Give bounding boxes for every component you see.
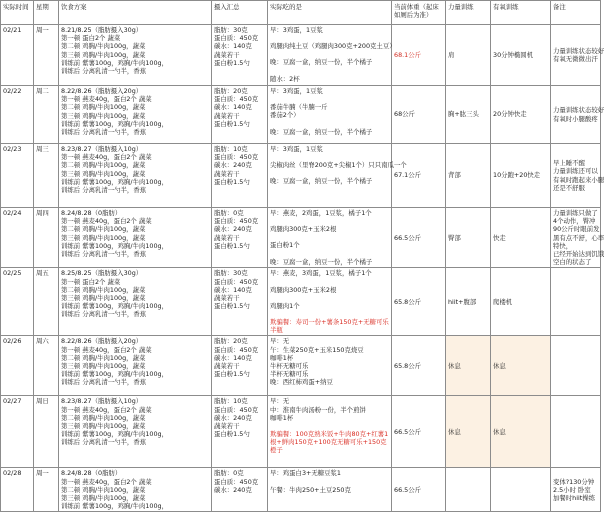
- cell-line: 蛋白质：450克: [214, 345, 259, 354]
- cell-line: 蔬菜若干: [214, 422, 240, 431]
- cell-line: 特快，: [553, 241, 573, 250]
- plan-cell[interactable]: [59, 268, 212, 336]
- cell-line: 蔬菜若干: [214, 111, 240, 120]
- cell-line: [270, 478, 389, 486]
- cell-text: 背部: [448, 171, 461, 180]
- cell-line: 8.23/8.27（脂肪摄入10g）: [61, 397, 143, 406]
- cell-line: 蛋白质：450克: [214, 277, 259, 286]
- header-date: 实际时间: [1, 1, 34, 25]
- cell-line: 蛋白粉1.5勺: [214, 241, 250, 250]
- cell-line: 第三顿 鸡胸/牛肉100g，蔬菜: [61, 50, 146, 59]
- cell-line: 有氧无微微出汗: [553, 55, 598, 63]
- plan-cell[interactable]: [59, 336, 212, 396]
- cell-line: 第三顿 鸡胸/牛肉100g，蔬菜: [61, 362, 146, 371]
- header-day: 星期: [34, 1, 59, 25]
- cell-line: 脂肪：20克: [214, 337, 248, 346]
- cell-line: 晚：豆腐一盒，纳豆一份，半个橘子: [270, 58, 373, 67]
- cell-line: 早上睡不醒: [553, 159, 585, 168]
- date-cell[interactable]: [1, 144, 34, 208]
- intake-cell[interactable]: [212, 396, 268, 468]
- intake-cell[interactable]: [212, 336, 268, 396]
- cell-line: [270, 250, 389, 258]
- strength-cell[interactable]: [446, 144, 491, 208]
- cell-line: 早：3鸡蛋，1豆浆: [270, 26, 323, 34]
- day-cell[interactable]: [34, 396, 59, 468]
- table-row: [1, 208, 601, 268]
- intake-cell[interactable]: [212, 86, 268, 144]
- cell-line: 第三顿 鸡胸/牛肉100g，蔬菜: [61, 233, 146, 242]
- cell-line: 第二顿 鸡胸/牛肉100g，蔬菜: [61, 413, 146, 422]
- cell-line: 8.22/8.26（脂肪摄入20g）: [61, 87, 143, 95]
- cell-line: 2.5小时 卧室: [553, 485, 591, 494]
- cell-text: 65.8公斤: [394, 361, 422, 370]
- header-intake: 摄入汇总: [212, 1, 268, 25]
- cardio-cell[interactable]: [491, 86, 551, 144]
- cell-line: 第一顿 燕麦40g，蛋白2个 蔬菜: [61, 217, 152, 226]
- cell-line: [270, 67, 389, 75]
- cell-line: 脂肪：20克: [214, 87, 248, 95]
- cell-line: 8.25/8.25（脂肪摄入30g）: [61, 269, 143, 278]
- cell-line: 蛋白质：450克: [214, 34, 259, 43]
- plan-cell[interactable]: [59, 468, 212, 512]
- cardio-cell[interactable]: [491, 396, 551, 468]
- cell-line: 有氧时跑起来小腿: [553, 175, 604, 184]
- cell-line: 第二顿 鸡胸/牛肉100g，蔬菜: [61, 353, 146, 362]
- cell-line: 早：燕麦，3鸡蛋，1豆浆，橘子1个: [270, 269, 372, 278]
- cell-text: 02/21: [3, 26, 22, 34]
- cell-line: 蛋白粉1.5勺: [214, 430, 250, 439]
- cell-line: 空白的状态了: [553, 258, 592, 267]
- cell-text: 02/25: [3, 269, 22, 278]
- table-row: [1, 144, 601, 208]
- cell-line: 训练前 紫薯100g，鸡胸/牛肉100g，: [61, 502, 168, 511]
- header-row: [1, 1, 601, 25]
- cell-text: 02/22: [3, 87, 22, 95]
- cell-line: 鸡腿肉1个: [270, 301, 300, 310]
- cell-line: 训练前 紫薯100g，鸡胸/牛肉100g，: [61, 370, 168, 379]
- cell-line: [270, 294, 389, 302]
- cell-line: 蔬菜若干: [214, 233, 240, 242]
- cell-line: 训练前 紫薯100g，鸡胸/牛肉100g，: [61, 302, 168, 311]
- cell-text: 休息: [448, 427, 461, 436]
- cell-line: 脂肪：30克: [214, 269, 248, 278]
- cell-line: 90公斤时眼前发: [553, 225, 600, 234]
- cell-line: 早：鸡蛋白3+无糖豆浆1: [270, 469, 342, 478]
- cell-line: 第一顿 蛋白2个 蔬菜: [61, 34, 121, 43]
- cell-text: 周四: [36, 209, 49, 217]
- cell-text: 65.8公斤: [394, 297, 422, 306]
- cell-line: 训练后 分离乳清一勺半，香蕉: [61, 67, 147, 76]
- cell-line: 脂肪：0克: [214, 209, 244, 217]
- notes-cell[interactable]: [551, 336, 601, 396]
- actual-cell[interactable]: [268, 25, 396, 86]
- day-cell[interactable]: [34, 86, 59, 144]
- cell-line: 晚：豆腐一盒，纳豆一份，半个橘子: [270, 127, 373, 136]
- intake-cell[interactable]: [212, 268, 268, 336]
- cell-line: 蛋白粉1.5勺: [214, 58, 250, 67]
- cell-line: 第二顿 鸡胸/牛肉100g，蔬菜: [61, 42, 146, 51]
- table-row: [1, 268, 601, 336]
- cell-line: 训练前 紫薯100g，鸡胸/牛肉100g，: [61, 430, 168, 439]
- actual-cell[interactable]: [268, 468, 392, 512]
- strength-cell[interactable]: [446, 336, 491, 396]
- cell-text: hiit+腹部: [448, 297, 477, 306]
- cell-line: 蛋白粉1.5勺: [214, 302, 250, 311]
- cell-line: 晚：豆腐一盒，纳豆一份，半个橘子: [270, 177, 373, 186]
- cell-text: 02/27: [3, 397, 22, 406]
- cell-line: 碳水：140克: [214, 103, 252, 112]
- cell-text: 爬楼机: [493, 297, 513, 306]
- intake-cell[interactable]: [212, 25, 268, 86]
- cell-line: 训练后 分离乳清一勺半，香蕉: [61, 250, 147, 259]
- cell-line: 力量训练还可以: [553, 167, 598, 176]
- cell-line: 加餐时hiit操练: [553, 494, 596, 503]
- cell-line: 蛋白质：450克: [214, 405, 259, 414]
- actual-cell[interactable]: [268, 208, 392, 268]
- cell-line: 第二顿 鸡胸/牛肉100g，蔬菜: [61, 103, 146, 112]
- cell-line: 变体?130分钟: [553, 477, 595, 486]
- cell-text: 68.1公斤: [394, 50, 422, 59]
- cell-line: 蔬菜若干: [214, 169, 240, 178]
- cell-text: 66.5公斤: [394, 485, 422, 494]
- cell-line: 番茄2个）: [270, 111, 300, 120]
- cell-line: 蔬菜若干: [214, 362, 240, 371]
- cell-line: 脂肪：0克: [214, 469, 244, 478]
- notes-cell[interactable]: [551, 86, 604, 144]
- cell-line: 第二顿 鸡胸/牛肉100g，蔬菜: [61, 225, 146, 234]
- cell-line: 第三顿 鸡胸/牛肉100g，蔬菜: [61, 169, 146, 178]
- cell-text: 66.5公斤: [394, 233, 422, 242]
- cell-line: 第二顿 鸡胸/牛肉100g，蔬菜: [61, 161, 146, 170]
- cell-line: 训练前 紫薯100g，鸡胸/牛肉100g，: [61, 177, 168, 186]
- cardio-cell[interactable]: [491, 25, 551, 86]
- actual-cell[interactable]: [268, 268, 392, 336]
- table-row: [1, 468, 601, 512]
- cell-line: 训练后 分离乳清一勺半，香蕉: [61, 378, 147, 387]
- intake-cell[interactable]: [212, 144, 268, 208]
- cell-line: 晚：豆腐一盒，纳豆一份，半个橘子: [270, 257, 373, 266]
- strength-cell[interactable]: [446, 208, 491, 268]
- cell-line: 蛋白粉1个: [270, 241, 300, 250]
- cell-text: 周六: [36, 337, 49, 346]
- table-row: [1, 336, 601, 396]
- cell-line: 力量训练只做了: [553, 209, 598, 217]
- weight-cell[interactable]: [392, 208, 446, 268]
- cell-line: 牛杯无糖可乐: [270, 362, 309, 371]
- cell-line: 4个动作，臀冲: [553, 217, 596, 226]
- cell-line: 蛋白质：450克: [214, 477, 259, 486]
- notes-cell[interactable]: [551, 208, 604, 268]
- strength-cell[interactable]: [446, 396, 491, 468]
- cell-line: 第一顿 燕麦40g，蛋白2个 蔬菜: [61, 405, 152, 414]
- cell-line: 第一顿 蛋白2个 蔬菜: [61, 277, 121, 286]
- cell-line: 碳水：240克: [214, 225, 252, 234]
- cell-line: 第二顿 鸡胸/牛肉100g，蔬菜: [61, 285, 146, 294]
- cell-line: 8.21/8.25（脂肪摄入30g）: [61, 26, 143, 34]
- cell-line: 蔬菜若干: [214, 50, 240, 59]
- cell-line: 脂肪：10克: [214, 145, 248, 153]
- weight-cell[interactable]: [392, 336, 446, 396]
- actual-cell[interactable]: [268, 144, 407, 208]
- cell-line: 咖啡1杯: [270, 353, 294, 362]
- header-plan: 饮食方案: [59, 1, 212, 25]
- cell-line: 第三顿 鸡胸/牛肉100g，蔬菜: [61, 111, 146, 120]
- cell-text: 30分钟椭圆机: [493, 50, 534, 59]
- cell-line: 早：燕麦，2鸡蛋，1豆浆，橘子1个: [270, 209, 372, 217]
- cell-line: 已经开始达到饥饿: [553, 250, 604, 259]
- cell-line: [270, 120, 389, 128]
- cardio-cell[interactable]: [491, 336, 551, 396]
- cell-line: 第三顿 鸡胸/牛肉100g，蔬菜: [61, 494, 146, 503]
- date-cell[interactable]: [1, 468, 34, 512]
- cell-line: 蛋白粉1.5勺: [214, 370, 250, 379]
- actual-cell[interactable]: [268, 336, 392, 396]
- cell-text: 68公斤: [394, 110, 415, 119]
- cell-line: 力量训练状态较好: [553, 106, 604, 115]
- weight-cell[interactable]: [392, 25, 446, 86]
- cell-line: 8.22/8.26（脂肪摄入20g）: [61, 337, 143, 346]
- cell-line: 训练后 分离乳清一勺半，香蕉: [61, 438, 147, 447]
- cardio-cell[interactable]: [491, 208, 551, 268]
- cell-line: 碳水：240克: [214, 413, 252, 422]
- day-cell[interactable]: [34, 336, 59, 396]
- header-cardio: 有氧训练: [491, 1, 551, 25]
- cell-line: 8.23/8.27（脂肪摄入10g）: [61, 145, 143, 153]
- spacer: [270, 310, 389, 318]
- actual-cell[interactable]: [268, 86, 392, 144]
- table-row: [1, 86, 601, 144]
- header-actual: 实际吃的是: [268, 1, 392, 25]
- cell-line: 鸡腿肉纯土豆（鸡腿肉300克+200克土豆）: [270, 42, 396, 51]
- cell-line: 训练前 紫薯100g，鸡胸/牛肉100g，: [61, 241, 168, 250]
- cell-line: 午：生菜250克+玉米150克烧豆: [270, 345, 364, 354]
- spacer: [270, 422, 389, 430]
- cell-line: 碳水：240克: [214, 161, 252, 170]
- date-cell[interactable]: [1, 336, 34, 396]
- cell-line: [270, 217, 389, 225]
- weight-cell[interactable]: [392, 86, 446, 144]
- strength-cell[interactable]: [446, 468, 491, 512]
- cell-line: 训练后 分离乳清一勺半，香蕉: [61, 310, 147, 319]
- cell-line: 脂肪：10克: [214, 397, 248, 406]
- cell-line: 早：3鸡蛋，1豆浆: [270, 87, 323, 95]
- cell-line: 第一顿 燕麦40g，蛋白2个 蔬菜: [61, 153, 152, 162]
- intake-cell[interactable]: [212, 208, 268, 268]
- cell-line: 第三顿 鸡胸/牛肉100g，蔬菜: [61, 422, 146, 431]
- weight-cell[interactable]: [392, 468, 446, 512]
- cell-line: 番茄牛腩（牛腩一斤: [270, 103, 328, 112]
- cheat-meal-text: 欺骗餐：寿司一份+薯条150克+无糖可乐半瓶: [270, 318, 389, 335]
- cell-line: 蛋白粉1.5勺: [214, 119, 250, 128]
- cell-line: [270, 153, 389, 161]
- cell-line: 半杯无糖可乐: [270, 370, 309, 379]
- cell-text: 周一: [36, 26, 49, 34]
- cardio-cell[interactable]: [491, 468, 551, 512]
- cardio-cell[interactable]: [491, 144, 551, 208]
- cell-text: 02/24: [3, 209, 22, 217]
- cell-line: 碳水：140克: [214, 353, 252, 362]
- cell-line: 训练后 分离乳清一勺半，香蕉: [61, 186, 147, 195]
- cell-line: 有氧时小腿酸疼: [553, 114, 598, 123]
- cell-line: 第二顿 鸡胸/牛肉100g，蔬菜: [61, 485, 146, 494]
- plan-cell[interactable]: [59, 144, 212, 208]
- cell-text: 周一: [36, 469, 49, 478]
- cell-line: 第一顿 燕麦40g，蛋白2个 蔬菜: [61, 477, 152, 486]
- notes-cell[interactable]: [551, 144, 604, 208]
- date-cell[interactable]: [1, 396, 34, 468]
- cell-line: 第一顿 燕麦40g，蛋白2个 蔬菜: [61, 95, 152, 104]
- cell-line: 中：淮南牛肉汤粉一份，半个煎饼: [270, 405, 366, 414]
- date-cell[interactable]: [1, 25, 34, 86]
- cell-line: 碳水：140克: [214, 285, 252, 294]
- header-weight: 当前体重（起床如厕后为准）: [392, 1, 446, 25]
- cell-line: 蛋白质：450克: [214, 217, 259, 226]
- cell-text: 02/26: [3, 337, 22, 346]
- cell-text: 休息: [493, 427, 506, 436]
- cell-line: 蔬菜若干: [214, 294, 240, 303]
- cell-line: 蛋白粉1.5勺: [214, 177, 250, 186]
- cell-text: 肩: [448, 50, 455, 59]
- weight-cell[interactable]: [392, 268, 446, 336]
- strength-cell[interactable]: [446, 86, 491, 144]
- cell-text: 67.1公斤: [394, 171, 422, 180]
- cell-text: 66.5公斤: [394, 427, 422, 436]
- strength-cell[interactable]: [446, 268, 491, 336]
- date-cell[interactable]: [1, 208, 34, 268]
- cheat-meal-text: 欺骗餐：100克熟米饭+牛肉80克+红薯1根+鲜肉150克+100克无糖可乐+150克橙子: [270, 430, 389, 455]
- cell-line: 碳水：140克: [214, 42, 252, 51]
- day-cell[interactable]: [34, 468, 59, 512]
- cell-text: 臀部: [448, 233, 461, 242]
- plan-cell[interactable]: [59, 208, 212, 268]
- notes-cell[interactable]: [551, 25, 604, 86]
- cell-line: 第一顿 燕麦40g，蛋白2个 蔬菜: [61, 345, 152, 354]
- cell-line: 训练前 紫薯100g，鸡胸/牛肉100g，: [61, 119, 168, 128]
- cell-text: 休息: [448, 361, 461, 370]
- plan-cell[interactable]: [59, 86, 212, 144]
- cell-text: 20分钟快走: [493, 110, 527, 119]
- day-cell[interactable]: [34, 144, 59, 208]
- date-cell[interactable]: [1, 86, 34, 144]
- cell-line: 晚：西红柿鸡蛋+纳豆: [270, 378, 333, 387]
- cell-line: 午餐：牛肉250+土豆250克: [270, 485, 351, 494]
- day-cell[interactable]: [34, 25, 59, 86]
- cell-line: 早：3鸡蛋，1豆浆: [270, 145, 323, 153]
- cell-line: 训练后 分离乳清一勺半，香蕉: [61, 128, 147, 137]
- cell-line: 第三顿 鸡胸/牛肉100g，蔬菜: [61, 294, 146, 303]
- cell-line: [270, 95, 389, 103]
- cell-text: 周五: [36, 269, 49, 278]
- notes-cell[interactable]: [551, 468, 601, 512]
- cell-line: 黑有点不舒，心率: [553, 233, 604, 242]
- cell-line: 脂肪：30克: [214, 26, 248, 34]
- cell-text: 胸+肱三头: [448, 110, 479, 119]
- plan-cell[interactable]: [59, 396, 212, 468]
- cell-line: 训练前 紫薯100g，鸡胸/牛肉100g，: [61, 58, 168, 67]
- day-cell[interactable]: [34, 268, 59, 336]
- cell-text: 快走: [493, 233, 506, 242]
- cell-line: 碳水：240克: [214, 485, 252, 494]
- cell-line: 力量训练状态较好: [553, 46, 604, 55]
- cell-line: 尖椒肉丝（里脊200克+尖椒1个）只只南瓜一个: [270, 161, 407, 170]
- cell-text: 周三: [36, 145, 49, 153]
- cardio-cell[interactable]: [491, 268, 551, 336]
- intake-cell[interactable]: [212, 468, 268, 512]
- notes-cell[interactable]: [551, 268, 601, 336]
- table-row: [1, 396, 601, 468]
- cell-text: 10分跑+20快走: [493, 171, 541, 180]
- cell-line: 早：无: [270, 337, 290, 346]
- cell-line: [270, 278, 389, 286]
- cell-line: 还是不舒服: [553, 183, 585, 192]
- cell-text: 休息: [493, 361, 506, 370]
- cell-text: 周二: [36, 87, 49, 95]
- cell-line: 早：无: [270, 397, 290, 406]
- weight-cell[interactable]: [392, 396, 446, 468]
- cell-line: 咖啡1杯: [270, 413, 294, 422]
- cell-text: 02/23: [3, 145, 22, 153]
- cell-line: 随水：2杯: [270, 74, 300, 83]
- header-notes: 备注: [551, 1, 601, 25]
- actual-cell[interactable]: [268, 396, 392, 468]
- cell-line: 蛋白质：450克: [214, 153, 259, 162]
- cell-text: 02/28: [3, 469, 22, 478]
- plan-cell[interactable]: [59, 25, 212, 86]
- cell-line: 蛋白质：450克: [214, 95, 259, 104]
- cell-line: 鸡腿肉300克+玉米2根: [270, 225, 337, 234]
- table-row: [1, 25, 601, 86]
- date-cell[interactable]: [1, 268, 34, 336]
- notes-cell[interactable]: [551, 396, 601, 468]
- cell-line: 8.24/8.28（0脂肪）: [61, 209, 122, 217]
- cell-line: 鸡腿肉300克+玉米2根: [270, 285, 337, 294]
- header-strength: 力量训练: [446, 1, 491, 25]
- strength-cell[interactable]: [446, 25, 491, 86]
- cell-text: 周日: [36, 397, 49, 406]
- day-cell[interactable]: [34, 208, 59, 268]
- weight-cell[interactable]: [392, 144, 446, 208]
- cell-line: 8.24/8.28（0脂肪）: [61, 469, 122, 478]
- cell-line: [270, 34, 389, 42]
